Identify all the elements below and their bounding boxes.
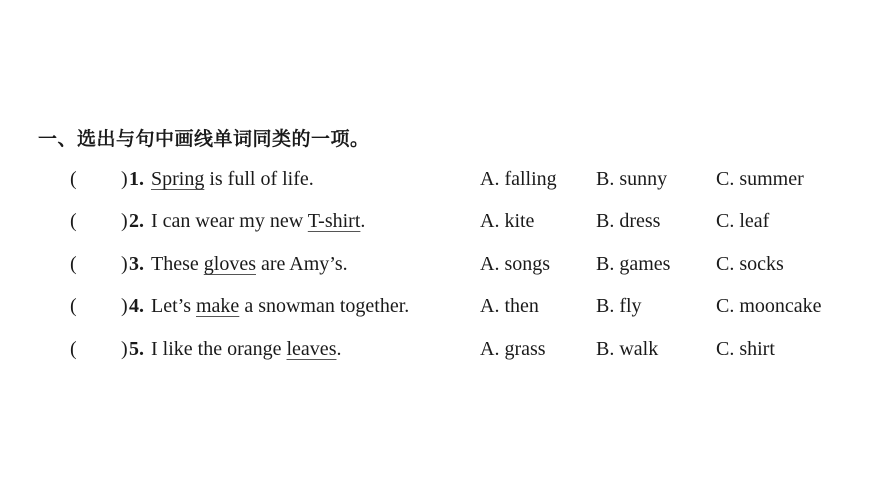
sentence-before: I can wear my new [151,210,308,232]
option-c: C. socks [716,253,784,275]
question-sentence [151,338,341,361]
sentence-after: . [336,338,342,360]
question-number: 2. [129,210,144,232]
question-number: 1. [129,168,144,190]
underlined-word: leaves [286,338,337,360]
option-b: B. walk [596,338,659,360]
underlined-word: T-shirt [307,210,361,232]
answer-paren-close: ) [121,295,128,317]
question-sentence [151,253,348,276]
question-number: 5. [129,338,144,360]
question-sentence [151,210,365,233]
question-row-2 [0,210,870,240]
question-sentence [151,168,314,191]
option-b: B. dress [596,210,661,232]
answer-paren-open: ( [70,253,77,275]
question-row-1 [0,168,870,198]
option-a: A. then [480,295,539,317]
sentence-after: is full of life. [204,168,314,190]
answer-paren-open: ( [70,210,77,232]
option-b: B. fly [596,295,642,317]
answer-paren-open: ( [70,295,77,317]
answer-paren-open: ( [70,168,77,190]
question-row-5 [0,338,870,368]
sentence-before: I like the orange [151,338,287,360]
sentence-after: are Amy’s. [255,253,348,275]
sentence-before: These [151,253,204,275]
answer-paren-open: ( [70,338,77,360]
sentence-after: . [360,210,366,232]
question-row-4 [0,295,870,325]
underlined-word: gloves [203,253,256,275]
option-a: A. songs [480,253,551,275]
option-c: C. leaf [716,210,770,232]
answer-paren-close: ) [121,338,128,360]
option-c: C. shirt [716,338,775,360]
sentence-after: a snowman together. [239,295,410,317]
question-sentence [151,295,409,318]
section-title: 一、选出与句中画线单词同类的一项。 [38,128,370,150]
option-a: A. grass [480,338,546,360]
option-a: A. falling [480,168,557,190]
option-b: B. sunny [596,168,668,190]
underlined-word: Spring [151,168,205,190]
answer-paren-close: ) [121,253,128,275]
option-c: C. summer [716,168,804,190]
option-c: C. mooncake [716,295,822,317]
option-a: A. kite [480,210,535,232]
answer-paren-close: ) [121,168,128,190]
sentence-before: Let’s [151,295,196,317]
underlined-word: make [196,295,240,317]
option-b: B. games [596,253,671,275]
answer-paren-close: ) [121,210,128,232]
question-number: 4. [129,295,144,317]
question-number: 3. [129,253,144,275]
question-row-3 [0,253,870,283]
